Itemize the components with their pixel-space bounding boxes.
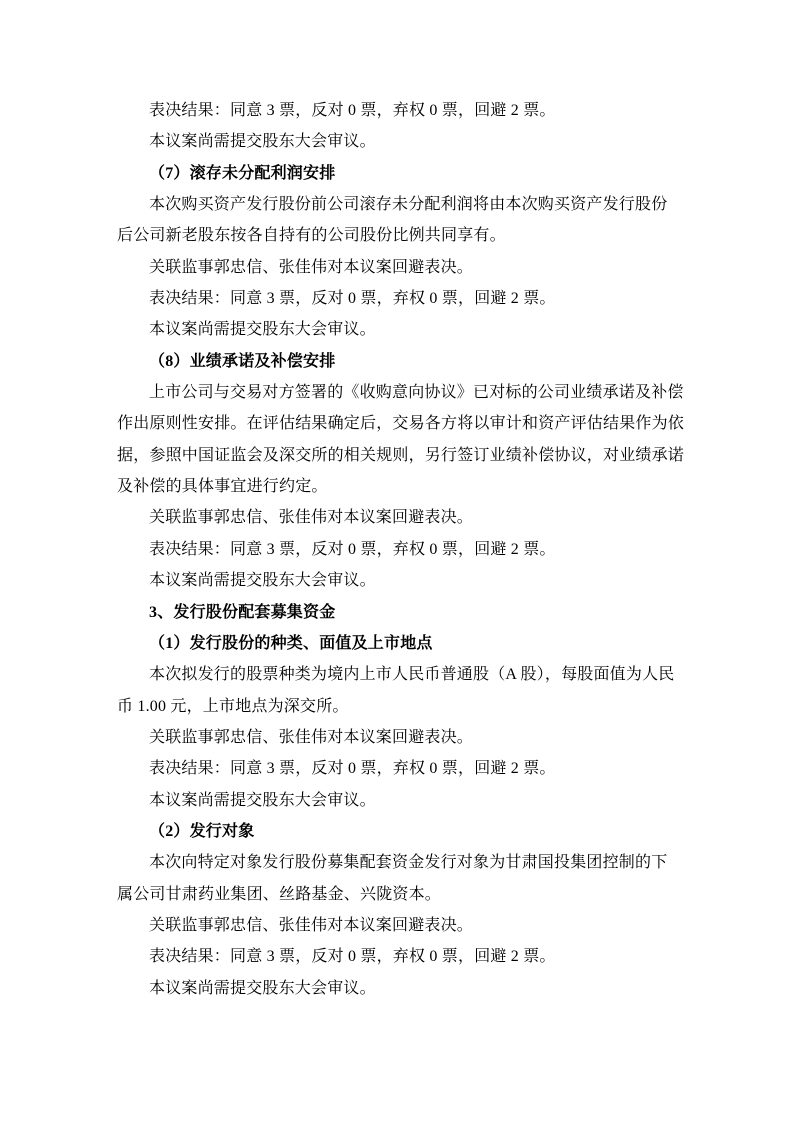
paragraph-line: 据，参照中国证监会及深交所的相关规则，另行签订业绩补偿协议，对业绩承诺	[117, 446, 685, 464]
paragraph-line: 币 1.00 元，上市地点为深交所。	[117, 697, 349, 715]
section-heading: 3、发行股份配套募集资金	[149, 603, 336, 621]
paragraph-line: 关联监事郭忠信、张佳伟对本议案回避表决。	[149, 728, 474, 746]
document-body	[117, 95, 685, 1004]
paragraph-line: 后公司新老股东按各自持有的公司股份比例共同享有。	[117, 227, 506, 245]
paragraph-line: 本议案尚需提交股东大会审议。	[149, 321, 376, 339]
paragraph-line: 表决结果：同意 3 票，反对 0 票，弃权 0 票，回避 2 票。	[149, 290, 556, 308]
paragraph-line: 本次拟发行的股票种类为境内上市人民币普通股（A 股），每股面值为人民	[149, 666, 675, 684]
paragraph-line: 关联监事郭忠信、张佳伟对本议案回避表决。	[149, 916, 474, 934]
section-heading: （1）发行股份的种类、面值及上市地点	[149, 634, 433, 652]
paragraph-line: 属公司甘肃药业集团、丝路基金、兴陇资本。	[117, 885, 442, 903]
paragraph-line: 及补偿的具体事宜进行约定。	[117, 478, 328, 496]
paragraph-line: 表决结果：同意 3 票，反对 0 票，弃权 0 票，回避 2 票。	[149, 540, 556, 558]
paragraph-line: 本次购买资产发行股份前公司滚存未分配利润将由本次购买资产发行股份	[149, 196, 668, 214]
section-heading: （7）滚存未分配利润安排	[149, 164, 336, 182]
paragraph-line: 作出原则性安排。在评估结果确定后，交易各方将以审计和资产评估结果作为依	[117, 415, 685, 433]
section-heading: （8）业绩承诺及补偿安排	[149, 352, 336, 370]
paragraph-line: 本议案尚需提交股东大会审议。	[149, 979, 376, 997]
paragraph-line: 表决结果：同意 3 票，反对 0 票，弃权 0 票，回避 2 票。	[149, 760, 556, 778]
paragraph-line: 本议案尚需提交股东大会审议。	[149, 572, 376, 590]
paragraph-line: 关联监事郭忠信、张佳伟对本议案回避表决。	[149, 258, 474, 276]
paragraph-line: 本议案尚需提交股东大会审议。	[149, 133, 376, 151]
paragraph-line: 本次向特定对象发行股份募集配套资金发行对象为甘肃国投集团控制的下	[149, 854, 668, 872]
section-heading: （2）发行对象	[149, 822, 255, 840]
paragraph-line: 上市公司与交易对方签署的《收购意向协议》已对标的公司业绩承诺及补偿	[149, 384, 684, 402]
paragraph-line: 关联监事郭忠信、张佳伟对本议案回避表决。	[149, 509, 474, 527]
paragraph-line: 表决结果：同意 3 票，反对 0 票，弃权 0 票，回避 2 票。	[149, 102, 556, 119]
paragraph-line: 本议案尚需提交股东大会审议。	[149, 791, 376, 809]
paragraph-line: 表决结果：同意 3 票，反对 0 票，弃权 0 票，回避 2 票。	[149, 948, 556, 966]
